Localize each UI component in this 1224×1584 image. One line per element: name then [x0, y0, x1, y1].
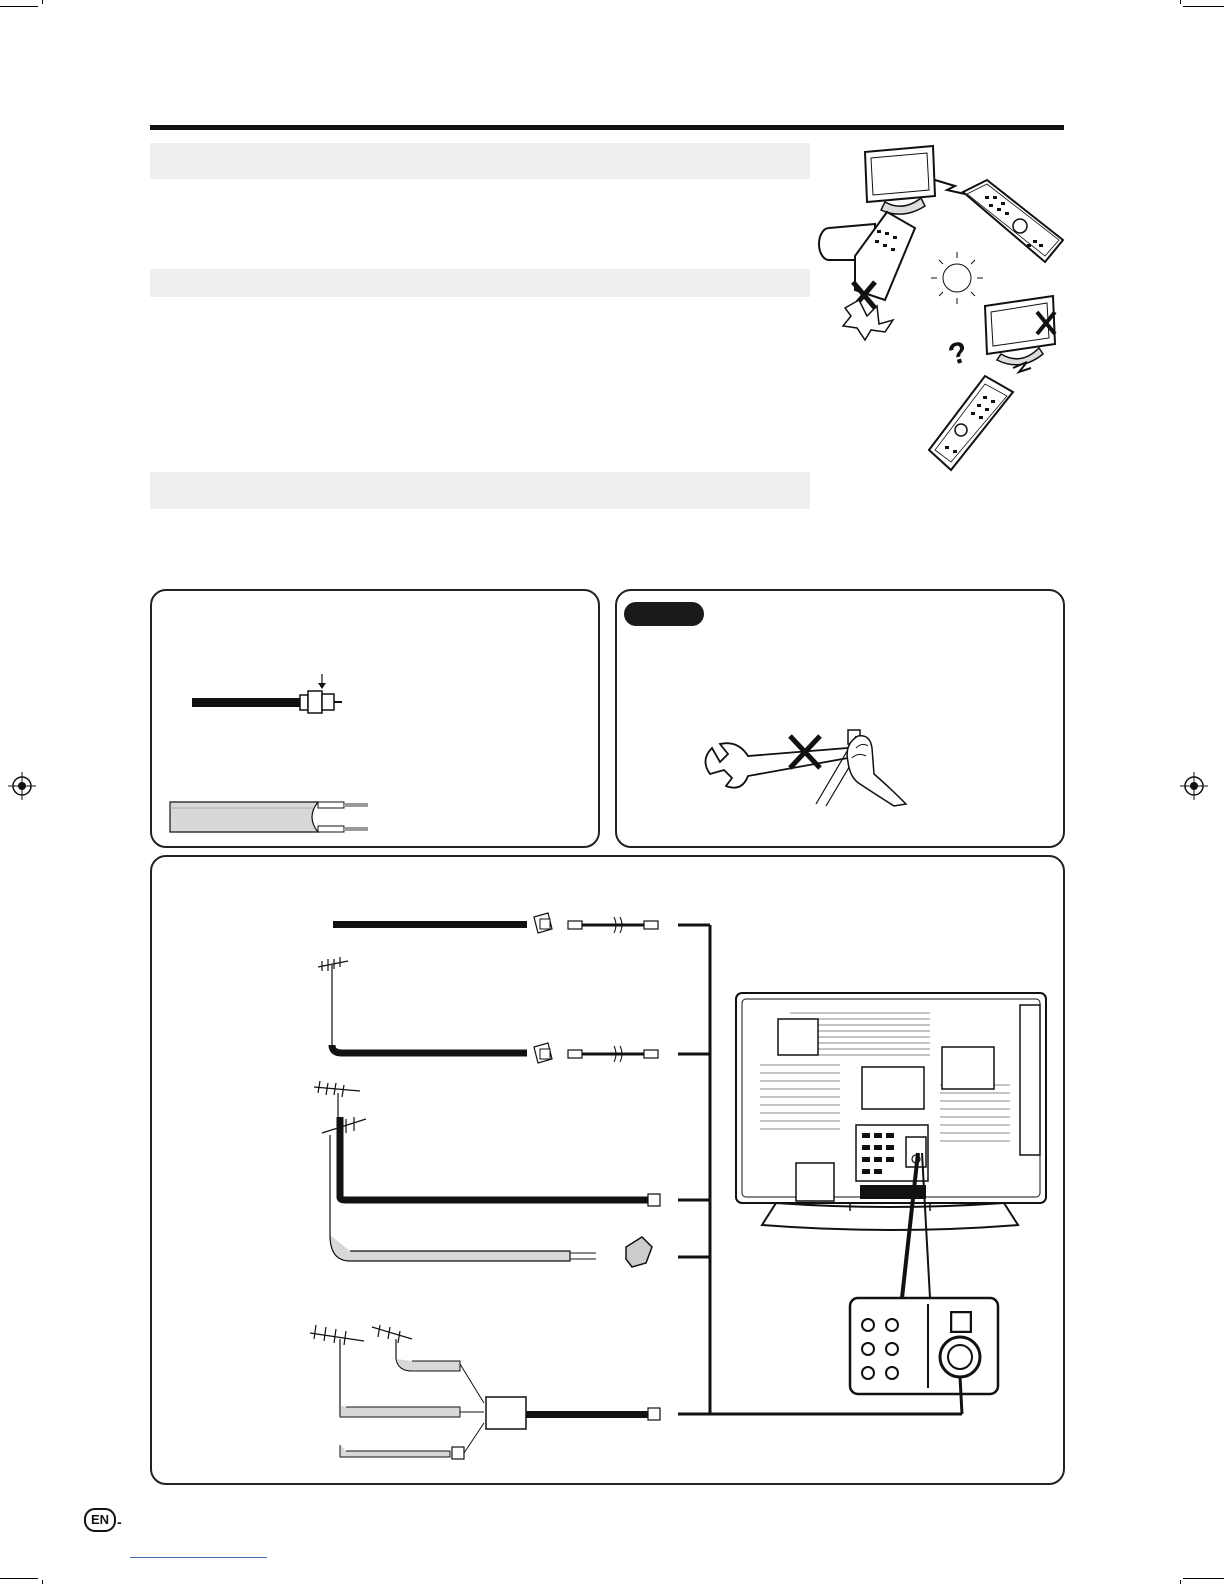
- crop-mark-top-right-v: [1180, 0, 1181, 4]
- crop-mark-top-right-h: [1183, 6, 1224, 7]
- language-badge: EN: [84, 1508, 116, 1532]
- tv-icon: [736, 993, 1046, 1230]
- coaxial-cable-illustration: [190, 670, 350, 720]
- sun-icon: [931, 252, 983, 304]
- crop-mark-bottom-left-h: [0, 1578, 38, 1579]
- registration-mark-icon: [1180, 772, 1208, 800]
- twin-feeder-cable-illustration: [168, 800, 378, 836]
- registration-mark-icon: [8, 772, 36, 800]
- antenna-icon: [318, 957, 348, 1045]
- section-band-3: [150, 472, 810, 509]
- remote-control-icon: [963, 180, 1063, 262]
- crop-mark-bottom-right-v: [1180, 1580, 1181, 1584]
- antenna-icon: [310, 1325, 412, 1415]
- page-separator: -: [117, 1514, 122, 1530]
- crop-mark-top-left-h: [0, 6, 38, 7]
- header-rule: [150, 125, 1064, 130]
- remote-usage-illustration: [815, 140, 1070, 485]
- crop-mark-bottom-right-h: [1183, 1578, 1224, 1579]
- svg-text:?: ?: [945, 335, 972, 372]
- antenna-connection-diagram: [150, 855, 1061, 1481]
- tv-icon: [865, 146, 935, 214]
- note-badge: [624, 602, 704, 626]
- crop-mark-top-left-v: [42, 0, 43, 4]
- section-band-2: [150, 269, 810, 297]
- crop-mark-bottom-left-v: [42, 1580, 43, 1584]
- wrench-icon: [698, 722, 918, 812]
- section-band-1: [150, 143, 810, 179]
- footer-link-line: [130, 1557, 267, 1558]
